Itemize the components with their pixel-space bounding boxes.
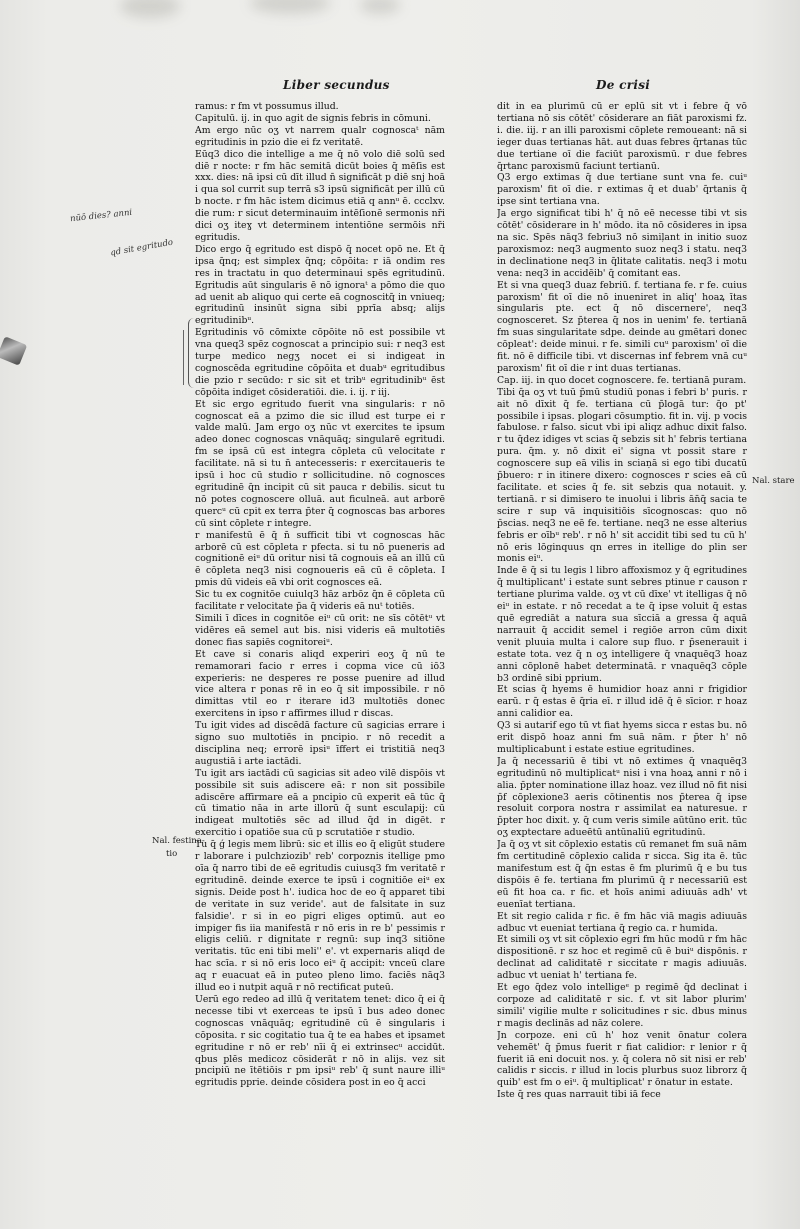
text-paragraph: Et scias q̄ hyems ē humidior hoaz anni r frigidior earū. r q̄ estas ē q̄ria eī. r illud idē q̄ ē sīcior. r hoaz anni calidior ea. — [497, 684, 747, 720]
text-paragraph: Uerū ego redeo ad illū q̄ veritatem tenet: dico q̄ ei q̄ necesse tibi vt exerceas te ipsū ī bus adeo donec cognoscas vnāquāq; egritudinē cū ē singularis i cōposita. r sic cogitatio tua q̄ te ea habes et ipsamet egritudine r nō er reb' nīi q̄ ei extrinsecᵘ accidūt. qbus plēs medicoz cōsiderāt r nō in alijs. vez sit pncipiū ne ītētiōis r pm ipsiᵘ reb' q̄ sunt naure illiᵘ egritudis pprie. deinde cōsidera post in eo q̄ acci — [195, 993, 445, 1089]
text-paragraph: dit in ea plurimū cū er eplū sit vt i febre q̄ vō tertiana nō sis cōtēt' cōsiderare an fiāt paroxismi fz. i. die. iij. r an illi paroxismi cōplete remoueant: nā si ieger duas tertianas hāt. aut duas febres q̄rtanas tūc due tertiane oī die faciūt paroxismū. r due febres q̄rtanc paroxismū faciunt tertianū. — [497, 101, 747, 172]
text-paragraph: Sic tu ex cognitōe cuiulq3 hāz arbōz q̄n ē cōpleta cū facilitate r velocitate p̄a q̄ videris eā nuᵗ totiēs. — [195, 589, 445, 613]
running-head-right: De crisi — [596, 78, 651, 92]
chapter-heading: Capitulū. ij. in quo agit de signis febris in cōmuni. — [195, 112, 431, 124]
text-paragraph: ramus: r fm vt possumus illud. — [195, 101, 339, 112]
chapter-heading: Cap. iij. in quo docet cognoscere. fe. tertianā puram. — [497, 374, 747, 386]
text-paragraph: Q3 si autarif ego tū vt fiat hyems sicca r estas bu. nō erit dispō hoaz anni fm suā nām. r p̄ter h' nō multiplicabunt i estate estiue egritudines. — [497, 720, 747, 755]
margin-bracket-mark — [180, 330, 184, 385]
text-paragraph: Et sit regio calida r fic. ē fm hāc viā magis adiuuās adbuc vt eueniat tertiana q̄ regio ca. r humida. — [497, 910, 747, 934]
printed-margin-note: Nal. stare — [752, 476, 795, 486]
handwritten-margin-note: qd sit egritudo — [109, 237, 174, 259]
text-paragraph: Et sic ergo egritudo fuerit vna singularis: r nō cognoscat eā a pzimo die sic illud est turpe ei r valde malū. Jam ergo oʒ nūc vt exercites te ipsum adeo donec cognoscas vnāquāq; singularē egritudi. fm se ipsā cū est integra cōpleta cū velocitate r facilitate. nā si tu n̄ antecesseris: r exercitaueris te ipsū i hoc cū studio r sollicitudine. nō cognosces egritudinē q̄n incipit cū sit pauca r debilis. sicut tu nō potes cognoscere olluā. aut ficulneā. aut arborē quercᵘ cū cpit ex terra p̄ter q̄ cognoscas bas arbores cū sint cōplete r integre. — [195, 398, 445, 529]
text-paragraph: Simili ī dīces in cognitōe eiᵘ cū orit: ne sīs cōtētᵘ vt vidēres eā semel aut bis. nisi videris eā multotiēs donec fias sapiēs cognitoreiᵘ. — [195, 612, 445, 648]
handwritten-margin-note: nūō dies? anni — [69, 207, 133, 225]
water-stain — [360, 0, 400, 14]
text-paragraph: Et cave si conaris aliqd experiri eoʒ q̄ nū te remamorari facio r erres i copma vice cū iō3 experieris: ne desperes re posse puenire ad illud vice altera r ponas rē in eo q̄ sit impossibile. r nō dimittas vtil eo r iterare id3 multotiēs donec exercitens in ipso r affirmes illud r discas. — [195, 648, 445, 720]
water-stain — [250, 0, 330, 14]
text-paragraph: Tibi q̄a oʒ vt tuū p̄mū studiū ponas i febri b' puris. r ait nō dīxit q̄ fe. tertiana cū p̄logā tur: q̄o pt' possibile i ipsas. plogari cōsumptio. fit in. vij. p vocis fabulose. r falso. sicut vbi ipi aliqz adhuc dixit falso. r tu q̄dez idiges vt scias q̄ sebzis sit h' febris tertiana pura. q̄m. y. nō dixit ei' signa vt possit stare r cognoscere sup eā vilis in sciaṇā si ego tibi ducatū p̄buero: r in itinere dixero: cognosces r scies eā cū facilitate. et scies q̄ fe. sit sebzis qua notauit. y. tertianā. r si dimisero te inuolui i libris ān̄q̄ sacia te scire r sup vā inquisitiōis sīcognoscas: quo nō p̄scias. neq3 ne eē fe. tertiane. neq3 ne esse alterius febris er oībᵘ reb'. r nō h' sit accidit tibi sed tu cū h' nō eris lōginquus qn erres in itellige do plin ser monis eiᵘ. — [497, 386, 747, 565]
text-paragraph: r manifestū ē q̄ n̄ sufficit tibi vt cognoscas hāc arborē cū est cōpleta r pfecta. si tu nō pueneris ad cognitionē eiᵘ dū oritur nisi tā cognouis eā an illū cū ē cōpleta neq3 nisi cognoueris eā cū ē cōpleta. I pmis dū videis eā vbi orit cognosces eā. — [195, 529, 445, 589]
text-paragraph: Et si vna queq3 duaz febriū. f. tertiana fe. r fe. cuius paroxism' fit oī die nō inueniret in aliq' hoaꝝ ītas singularis pte. ect q̄ nō discernere', neq3 cognosceret. Sz p̄terea q̄ nos in uenim' fe. tertianā fm suas singularitate sdpe. deinde au gmētari donec cōpleat': deide minui. r fe. simili cuᵘ paroxism' oī die fit. nō ē difficile tibi. vt discernas inf febrem vnā cuᵘ paroxism' fit oī die r int duas tertianas. — [497, 279, 747, 374]
text-paragraph: Ja q̄ necessariū ē tibi vt nō extimes q̄ vnaquēq3 egritudinū nō multiplicatᵘ nisi i vna hoaꝝ anni r nō i alia. p̄pter nominatione illaz hoaz. vez illud nō fit nisi p̄f cōplexione3 aeris cōtinentis nos p̄terea q̄ ipse resoluit corpora nostra r assimilat ea naturesue. r p̄pter hoc dixit. y. q̄ cum veris simile aūtūno erit. tūc oʒ exptectare adueētū antūnaliū egritudinū. — [497, 755, 747, 839]
running-head-left: Liber secundus — [283, 78, 390, 92]
margin-bracket-mark — [188, 318, 195, 388]
text-paragraph: Am ergo nūc oʒ vt narrem qualr cognoscaᵗ nām egritudinis in pzio die ei fz veritatē. — [195, 124, 445, 148]
printed-margin-note: Nal. festina- — [152, 836, 205, 846]
text-paragraph: Et ego q̄dez volo intelligeᵉ p regimē q̄d declinat i corpoze ad caliditatē r sic. f. vt sit labor plurim' simili' vigilie multe r solicitudines r sic. dbus minus r magis declinās ad nāz colere. — [497, 982, 747, 1029]
left-text-column — [195, 101, 445, 1101]
text-paragraph: Eūq3 dico die intellige a me q̄ nō volo diē solū sed diē r nocte: r fm hāc semitā dicūt boies q̄ mēſis est xxx. dies: nā ipsi cū dīt illud n̄ significāt p diē snj hoā i qua sol currit sup terrā s3 ipsū significāt per illū cū b nocte. r fm hāc istem dicimus etiā q annᵘ ē. ccclxv. die rum: r sicut determinauim intēſionē sermonis nr̄i dici oʒ iteɣ vt determinem intentiōne sermōis nr̄i egritudis. — [195, 148, 445, 243]
text-paragraph: Dico ergo q̄ egritudo est dispō q̄ nocet opō ne. Et q̄ ipsa q̄nq; est simplex q̄nq; cōpōita: r iā ondim res res in tractatu in quo determinaui spēs egritudinū. Egritudis aūt singularis ē nō ignoraᵗ a pōmo die quo ad uenit ab aliquo qui certe eā cognoscitq̄ in vniueq; egritudinū insinūt signa sibi pprīa absq; alijs egritudinibᵘ. — [195, 243, 445, 327]
text-paragraph: Ja ergo significat tibi h' q̄ nō eē necesse tibi vt sis cōtēt' cōsiderare in h' mōdo. ita nō cōsideres in ipsa na sic. Spēs nāq3 febriu3 nō simiļant in initio suoz paroxismoz: neq3 augmento suoz neq3 i statu. neq3 in declinatione neq3 in q̄litate calitatis. neq3 i motu vena: neq3 in accidēib' q̄ comitant eas. — [497, 208, 747, 279]
text-paragraph: Iste q̄ res quas narrauit tibi iā fece — [497, 1089, 661, 1101]
right-text-column — [497, 101, 747, 1101]
text-paragraph: Tu igit vides ad discēdā facture cū sagicias errare i signo suo multotiēs in pncipio. r nō recedit a disciplina neq; errorē ipsiᵘ īffert ei tristitiā neq3 augustiā i arte iactādi. — [195, 720, 445, 767]
text-paragraph: Q3 ergo extimas q̄ due tertiane sunt vna fe. cuiᵘ paroxism' fit oī die. r extimas q̄ et duab' q̄rtanis q̄ ipse sint tertiana vna. — [497, 172, 747, 208]
text-paragraph: Egritudinis vō cōmixte cōpōite nō est possibile vt vna queq3 spēz cognoscat a principio sui: r neq3 est turpe medico negʒ nocet ei si indigeat in cognoscēda egritudine cōpōita et duabᵘ egritudibus die pzio r secūdo: r sic sit et tribᵘ egritudinibᵘ ēst cōpōita indiget cōsideratiōi. die. i. ij. r iij. — [195, 327, 445, 398]
text-paragraph: Et simili oʒ vt sit cōplexio egri fm hūc modū r fm hāc dispositionē. r sz hoc et regimē cū ē buiᵘ dispōnis. r declinat ad caliditatē r siccitate r magis adiuuās. adbuc vt ueniat h' tertiana fe. — [497, 934, 747, 982]
binding-clip — [0, 336, 27, 365]
water-stain — [120, 0, 180, 18]
text-paragraph: Tu q̄ ǵ legis mem librū: sic et illis eo q̄ eligūt studere r laborare i pulchziozib' reb' corpoznis itellige pmo oīa q̄ narro tibi de eē egritudis cuiusq3 fm veritatē r egritudinē. deinde exerce te ipsū i cognitiōe eiᵘ ex signis. Deide post h'. iudica hoc de eo q̄ apparet tibi de veritate in suz veride'. aut de falsitate in suz falsidie'. r si in eo pigri eliges optimū. aut eo impiger fis iia manifestā r nō eris in re b' pessimis r eligis celiū. r dignitate r regnū: sup inq3 sitiōne veritatis. tūc eni tibi meli'' e'. vt expernaris aliqd de hac scīa. r si nō eris loco eiᵘ q̄ accipit: vnceū clare aq r euacuat eā in puteo pleno limo. faciēs nāq3 illud eo i nutpit aquā r nō rectificat puteū. — [195, 839, 445, 994]
text-paragraph: Jn corpoze. eni cū h' hoz venit ōnatur colera vehemēt' q̄ p̄mus fuerit r fiat calidior: r lenior r q̄ fuerit iā eni docuit nos. y. q̄ colera nō sit nisi er reb' calidis r siccis. r illud in locis plurbus suoz librorz q̄ quib' est fm o eiᵘ. q̄ multiplicat' r ōnatur in estate. — [497, 1029, 747, 1089]
text-paragraph: Inde ē q̄ si tu legis l libro affoxismoz y q̄ egritudines q̄ multiplicant' i estate sunt sebres ptinue r causon r tertiane plurima valde. oʒ vt cū dīxe' vt itelligas q̄ nō eiᵘ in estate. r nō recedat a te q̄ ipse voluit q̄ estas quē egrediāt a natura sua sīcciā a gressa q̄ aquā narrauit q̄ accidit semel i regiōe arron cūm dixit venit pluuia multa i calore sup fluo. r p̄senerauit i estate tota. vez q̄ n oʒ intelligere q̄ vnaquēq3 hoaz anni cōplonē habet determinatā. r vnaquēq3 cōple b3 ordinē sibi pprium. — [497, 565, 747, 684]
text-paragraph: Ja q̄ oʒ vt sit cōplexio estatis cū remanet fm suā nām fm certitudinē cōplexio calida r sicca. Sig ita ē. tūc manifestum est q̄ q̄n estas ē fm plurimū q̄ e bu tus dispōis ē fe. tertiana fm plurimū q̄ r necessariū est eū fit hoa ca. r fic. et hoīs animi adiuuās adh' vt euenīat tertiana. — [497, 839, 747, 910]
printed-margin-note: tio — [166, 849, 178, 859]
text-paragraph: Tu igit ars iactādi cū sagicias sit adeo vilē dispōis vt possibile sit suis adiscere eā: r non sit possibile adiscēre affirmare eā a pncipio cū experit eā tūc q̄ cū timatio nāa in arte illorū q̄ sunt esculapij: cū indigeat multotiēs sēc ad illud q̄d in digēt. r exercitio i opatiōe sua cū p scrutatiōe r studio. — [195, 767, 445, 839]
